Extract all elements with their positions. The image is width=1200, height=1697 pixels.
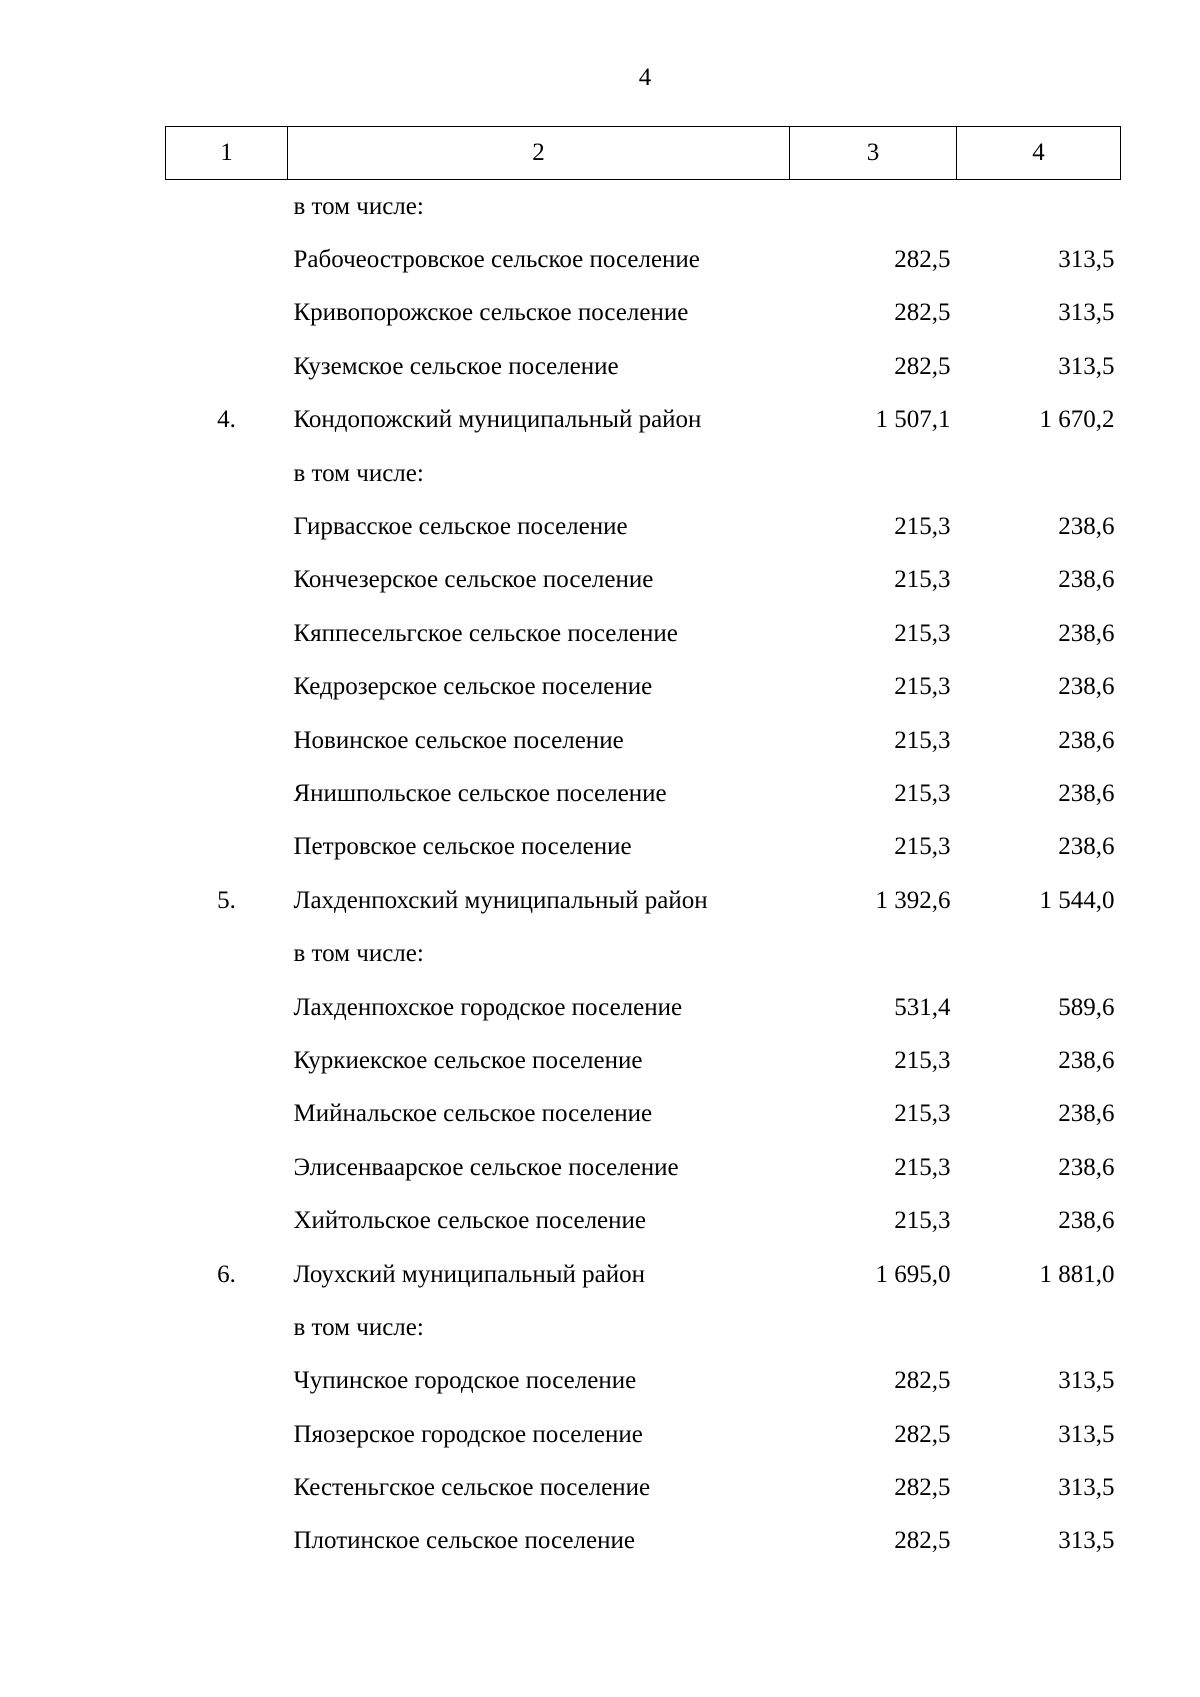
row-number [166,1194,288,1247]
table-row [166,500,1121,553]
table-row [166,981,1121,1034]
table-row [166,1355,1121,1408]
row-value-col-4: 313,5 [1058,1420,1115,1448]
row-name: Мийнальское сельское поселение [293,1100,653,1128]
row-name: Кончезерское сельское поселение [293,566,654,594]
row-value-col-3: 215,3 [894,673,951,701]
row-value-col-4: 238,6 [1058,1207,1115,1235]
table-row [166,1248,1121,1301]
row-value-col-4: 238,6 [1058,619,1115,647]
row-value-col-4: 238,6 [1058,726,1115,754]
row-value-col-3: 215,3 [894,1100,951,1128]
table-row [166,1141,1121,1194]
row-name: в том числе: [293,1313,424,1341]
row-value-col-3: 1 695,0 [875,1260,951,1288]
row-number: 5. [217,886,236,914]
row-value-col-4 [957,447,1121,500]
row-value-col-3 [790,180,957,234]
row-name: Кондопожский муниципальный район [293,406,702,434]
row-name: в том числе: [293,459,424,487]
row-name: Кедрозерское сельское поселение [293,673,653,701]
row-value-col-3: 1 507,1 [875,406,951,434]
table-row [166,180,1121,234]
row-value-col-3 [790,1301,957,1354]
row-name: в том числе: [293,940,424,968]
table-row [166,287,1121,340]
row-value-col-3: 215,3 [894,833,951,861]
row-value-col-3: 215,3 [894,513,951,541]
row-name: Куркиекское сельское поселение [293,1046,643,1074]
row-number [166,287,288,340]
row-number [166,1088,288,1141]
row-value-col-3: 215,3 [894,566,951,594]
row-value-col-3: 282,5 [894,1527,951,1555]
table-row [166,447,1121,500]
row-number [166,714,288,767]
row-number [166,767,288,820]
page-number: 4 [638,64,652,91]
row-number [166,1408,288,1461]
row-value-col-4: 238,6 [1058,779,1115,807]
budget-table [165,126,1121,1568]
row-value-col-4: 589,6 [1058,993,1115,1021]
row-value-col-3: 282,5 [894,352,951,380]
header-col-3: 3 [790,127,957,180]
row-name: Элисенваарское сельское поселение [293,1153,679,1181]
row-value-col-3: 282,5 [894,1367,951,1395]
row-value-col-4: 238,6 [1058,566,1115,594]
row-name: в том числе: [293,192,424,220]
row-value-col-4: 313,5 [1058,1474,1115,1502]
row-value-col-4: 1 544,0 [1039,886,1115,914]
row-number [166,1141,288,1194]
row-value-col-4: 238,6 [1058,513,1115,541]
row-value-col-4: 313,5 [1058,246,1115,274]
table-row [166,821,1121,874]
row-number [166,340,288,393]
row-number: 4. [217,406,236,434]
header-col-2: 2 [288,127,790,180]
row-value-col-3: 215,3 [894,726,951,754]
row-value-col-4: 313,5 [1058,1367,1115,1395]
row-value-col-3: 282,5 [894,1474,951,1502]
table-row [166,1461,1121,1514]
row-number [166,607,288,660]
table-row [166,714,1121,767]
row-name: Гирвасское сельское поселение [293,513,628,541]
table-row [166,874,1121,927]
table-row [166,1408,1121,1461]
table-row [166,767,1121,820]
table-row [166,554,1121,607]
row-number [166,927,288,980]
row-number [166,661,288,714]
row-name: Лахденпохский муниципальный район [293,886,708,914]
table-row [166,1515,1121,1568]
row-number [166,821,288,874]
row-name: Пяозерское городское поселение [293,1420,643,1448]
row-value-col-4: 313,5 [1058,352,1115,380]
row-value-col-4 [957,927,1121,980]
row-value-col-3: 531,4 [894,993,951,1021]
row-name: Петровское сельское поселение [293,833,632,861]
header-col-4: 4 [957,127,1121,180]
row-name: Новинское сельское поселение [293,726,624,754]
row-name: Янишпольское сельское поселение [293,779,667,807]
table-row [166,233,1121,286]
table-row [166,1088,1121,1141]
table-row [166,1194,1121,1247]
row-value-col-4 [957,180,1121,234]
table-row [166,394,1121,447]
row-value-col-4: 238,6 [1058,833,1115,861]
row-name: Кестеньгское сельское поселение [293,1474,651,1502]
header-col-1: 1 [166,127,288,180]
row-value-col-4: 313,5 [1058,299,1115,327]
row-value-col-3 [790,447,957,500]
table-row [166,1301,1121,1354]
row-value-col-3: 282,5 [894,246,951,274]
table-row [166,607,1121,660]
table-header [166,127,1121,180]
table-row [166,927,1121,980]
row-number [166,1301,288,1354]
row-value-col-3: 1 392,6 [875,886,951,914]
row-value-col-4: 238,6 [1058,1153,1115,1181]
table-row [166,1034,1121,1087]
row-value-col-3: 215,3 [894,1207,951,1235]
row-value-col-3: 215,3 [894,779,951,807]
row-number [166,233,288,286]
row-number: 6. [217,1260,236,1288]
row-name: Лоухский муниципальный район [293,1260,645,1288]
table-row [166,340,1121,393]
row-number [166,1355,288,1408]
row-value-col-4: 238,6 [1058,1046,1115,1074]
row-value-col-3: 282,5 [894,299,951,327]
table-row [166,661,1121,714]
row-name: Кяппесельгское сельское поселение [293,619,678,647]
row-value-col-3: 282,5 [894,1420,951,1448]
row-value-col-4: 1 670,2 [1039,406,1115,434]
row-name: Кривопорожское сельское поселение [293,299,689,327]
row-number [166,1461,288,1514]
row-number [166,447,288,500]
row-name: Чупинское городское поселение [293,1367,637,1395]
row-number [166,981,288,1034]
row-number [166,500,288,553]
row-value-col-4: 238,6 [1058,1100,1115,1128]
row-name: Хийтольское сельское поселение [293,1207,647,1235]
row-value-col-4: 1 881,0 [1039,1260,1115,1288]
row-number [166,1034,288,1087]
table-body [166,180,1121,1569]
row-number [166,180,288,234]
row-value-col-3: 215,3 [894,1046,951,1074]
row-name: Плотинское сельское поселение [293,1527,635,1555]
row-value-col-4: 313,5 [1058,1527,1115,1555]
row-value-col-4: 238,6 [1058,673,1115,701]
row-value-col-3 [790,927,957,980]
row-name: Куземское сельское поселение [293,352,619,380]
row-number [166,554,288,607]
row-value-col-3: 215,3 [894,619,951,647]
row-number [166,1515,288,1568]
row-value-col-3: 215,3 [894,1153,951,1181]
row-value-col-4 [957,1301,1121,1354]
row-name: Рабочеостровское сельское поселение [293,246,700,274]
row-name: Лахденпохское городское поселение [293,993,683,1021]
